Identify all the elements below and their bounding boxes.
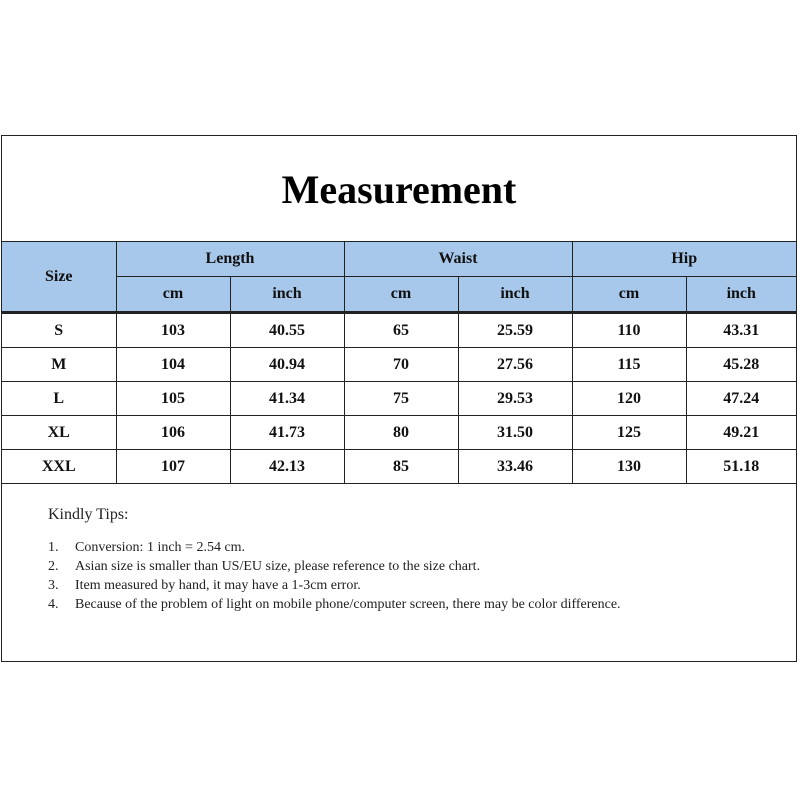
table-cell: 107 [116, 450, 230, 484]
table-cell: 75 [344, 382, 458, 416]
list-item [48, 576, 768, 595]
table-cell: 31.50 [458, 416, 572, 450]
table-cell: 85 [344, 450, 458, 484]
table-cell: 110 [572, 313, 686, 348]
table-cell: 25.59 [458, 313, 572, 348]
table-cell: 29.53 [458, 382, 572, 416]
list-item [48, 595, 768, 614]
table-cell: 40.55 [230, 313, 344, 348]
unit-header: inch [458, 277, 572, 313]
table-row [2, 348, 796, 382]
table-cell: 106 [116, 416, 230, 450]
size-cell: XXL [2, 450, 116, 484]
table-cell: 47.24 [686, 382, 796, 416]
table-cell: 125 [572, 416, 686, 450]
table-row [2, 382, 796, 416]
unit-header: cm [116, 277, 230, 313]
unit-header: cm [344, 277, 458, 313]
table-cell: 27.56 [458, 348, 572, 382]
table-row [2, 450, 796, 484]
kindly-tips-section [48, 506, 768, 614]
length-group-header: Length [116, 242, 344, 277]
unit-header: inch [686, 277, 796, 313]
size-cell: M [2, 348, 116, 382]
size-cell: XL [2, 416, 116, 450]
size-cell: S [2, 313, 116, 348]
tips-heading: Kindly Tips: [48, 506, 129, 523]
hip-group-header: Hip [572, 242, 796, 277]
unit-header: inch [230, 277, 344, 313]
table-cell: 51.18 [686, 450, 796, 484]
table-row [2, 416, 796, 450]
page-title: Measurement [281, 167, 517, 212]
waist-group-header: Waist [344, 242, 572, 277]
table-cell: 120 [572, 382, 686, 416]
table-cell: 45.28 [686, 348, 796, 382]
measurement-card [1, 135, 797, 662]
table-cell: 43.31 [686, 313, 796, 348]
table-cell: 49.21 [686, 416, 796, 450]
table-cell: 105 [116, 382, 230, 416]
tip-number: 4. [48, 597, 59, 612]
table-cell: 130 [572, 450, 686, 484]
list-item [48, 538, 768, 557]
tip-text: Conversion: 1 inch = 2.54 cm. [75, 540, 246, 555]
list-item [48, 557, 768, 576]
tip-number: 1. [48, 540, 59, 555]
size-cell: L [2, 382, 116, 416]
table-cell: 80 [344, 416, 458, 450]
table-cell: 104 [116, 348, 230, 382]
table-cell: 42.13 [230, 450, 344, 484]
tip-number: 2. [48, 559, 59, 574]
table-cell: 40.94 [230, 348, 344, 382]
table-cell: 41.34 [230, 382, 344, 416]
tip-number: 3. [48, 578, 59, 593]
table-row [2, 313, 796, 348]
table-cell: 115 [572, 348, 686, 382]
table-cell: 33.46 [458, 450, 572, 484]
table-cell: 65 [344, 313, 458, 348]
size-column-header: Size [2, 242, 116, 313]
tip-text: Asian size is smaller than US/EU size, please reference to the size chart. [75, 559, 481, 574]
tip-text: Item measured by hand, it may have a 1-3cm error. [75, 578, 361, 593]
tips-list [48, 538, 768, 614]
unit-header: cm [572, 277, 686, 313]
tip-text: Because of the problem of light on mobile phone/computer screen, there may be color difference. [75, 597, 621, 612]
table-cell: 70 [344, 348, 458, 382]
size-chart-table [2, 241, 796, 484]
table-cell: 41.73 [230, 416, 344, 450]
table-cell: 103 [116, 313, 230, 348]
